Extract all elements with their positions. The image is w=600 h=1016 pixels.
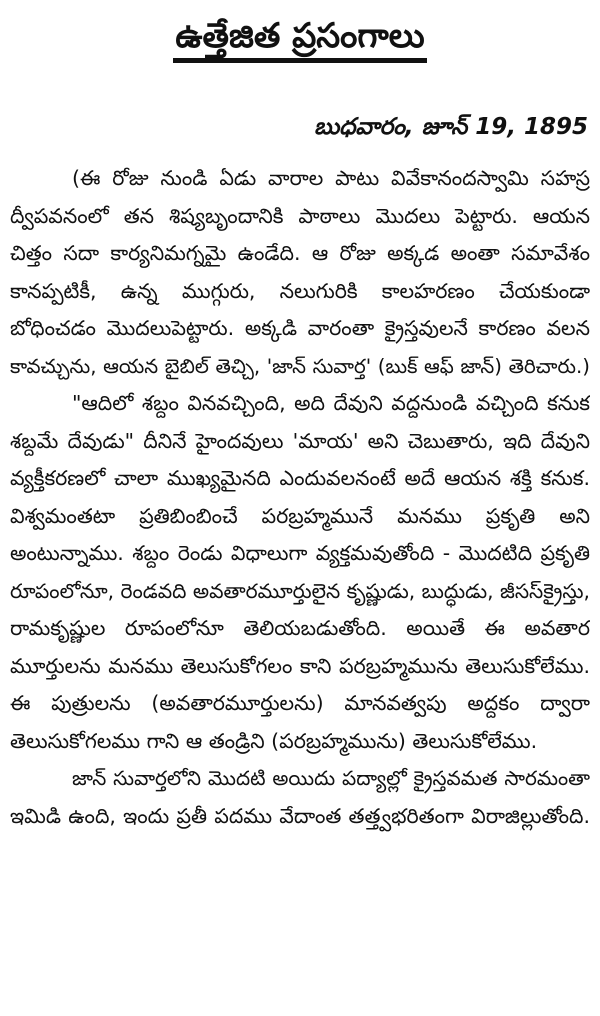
text-line: "ఆదిలో శబ్దం వినవచ్చింది, అది దేవుని వద్దనుండి వచ్చింది కనుక (72, 391, 590, 415)
text-line: ద్వీపవనంలో తన శిష్యబృందానికి పాఠాలు మొదలు పెట్టారు. ఆయన (10, 203, 590, 228)
text-line: రామకృష్ణుల రూపంలోనూ తెలియబడుతోంది. అయితే ఈ అవతార (10, 616, 590, 640)
text-line: వ్యక్తీకరణలో చాలా ముఖ్యమైనది ఎందువలనంటే అదే ఆయన శక్తి కనుక. (10, 466, 590, 490)
text-line: బోధించడం మొదలుపెట్టారు. అక్కడి వారంతా క్రైస్తవులనే కారణం వలన (10, 316, 590, 340)
text-line: కావచ్చును, ఆయన బైబిల్ తెచ్చి, 'జాన్ సువార్త' (బుక్ ఆఫ్ జాన్) తెరిచారు.) (10, 354, 590, 378)
text-line: చిత్తం సదా కార్యనిమగ్నమై ఉండేది. ఆ రోజు అక్కడ అంతా సమావేశం (10, 241, 590, 265)
text-line: ఈ పుత్రులను (అవతారమూర్తులను) మానవత్వపు అద్దకం ద్వారా (10, 691, 590, 715)
paragraph-word-is-god (10, 385, 590, 760)
text-line: కానప్పటికీ, ఉన్న ముగ్గురు, నలుగురికి కాలహరణం చేయకుండా (10, 278, 590, 303)
text-line: (ఈ రోజు నుండి ఏడు వారాల పాటు వివేకానందస్వామి సహస్ర (72, 166, 590, 190)
paragraph-intro (10, 160, 590, 385)
text-line: రూపంలోనూ, రెండవది అవతారమూర్తులైన కృష్ణుడు, బుద్ధుడు, జీసస్‌క్రైస్తు, (10, 578, 590, 603)
text-line: అంటున్నాము. శబ్దం రెండు విధాలుగా వ్యక్తమవుతోంది - మొదటిది ప్రకృతి (10, 541, 590, 565)
text-line: జాన్ సువార్తలోని మొదటి అయిదు పద్యాల్లో క్రైస్తవమత సారమంతా (72, 766, 590, 790)
lecture-date: బుధవారం, జూన్ 19, 1895 (314, 114, 588, 140)
text-line: మూర్తులను మనము తెలుసుకోగలం కాని పరబ్రహ్మమును తెలుసుకోలేము. (10, 653, 590, 678)
text-line: విశ్వమంతటా ప్రతిబింబించే పరబ్రహ్మమునే మనము ప్రకృతి అని (10, 503, 590, 528)
paragraph-john-gospel (10, 760, 590, 835)
text-line: శబ్దమే దేవుడు" దీనినే హైందవులు 'మాయ' అని చెబుతారు, ఇది దేవుని (10, 428, 590, 453)
text-line: తెలుసుకోగలము గాని ఆ తండ్రిని (పరబ్రహ్మమును) తెలుసుకోలేము. (10, 728, 538, 753)
body-text (10, 160, 590, 835)
chapter-title-text: ఉత్తేజిత ప్రసంగాలు (173, 14, 426, 63)
text-line: ఇమిడి ఉంది, ఇందు ప్రతీ పదము వేదాంత తత్త్వభరితంగా విరాజిల్లుతోంది. (10, 803, 590, 828)
chapter-title (0, 14, 600, 63)
